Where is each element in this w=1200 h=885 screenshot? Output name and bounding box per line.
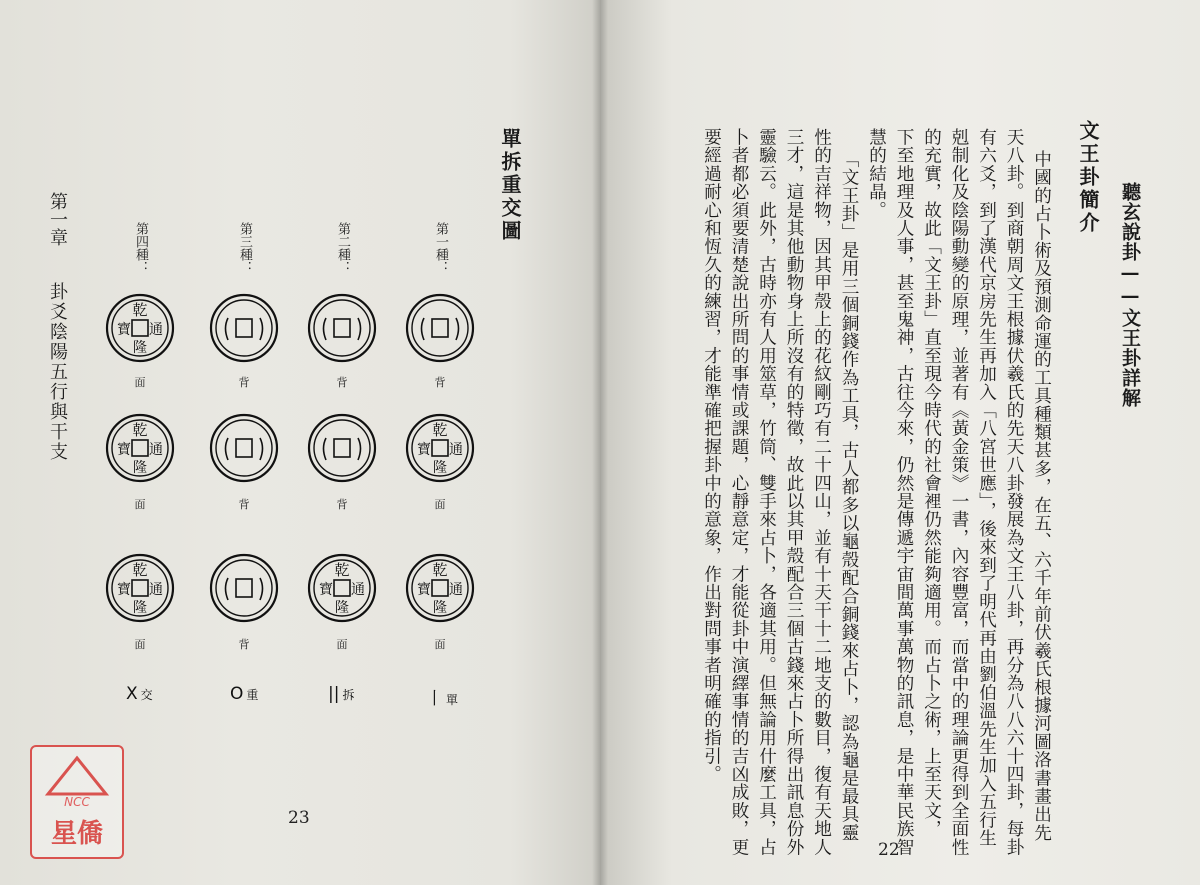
yao-name: 重 [246,688,259,702]
book-gutter [592,0,608,885]
svg-text:寶: 寶 [117,582,131,598]
svg-text:通: 通 [449,442,463,458]
coin-side-label: 背 [336,376,348,389]
svg-text:通: 通 [149,442,163,458]
coin-face-icon [104,412,176,484]
svg-text:通: 通 [351,582,365,598]
svg-text:乾: 乾 [132,421,148,439]
section-title: 文王卦簡介 [1076,120,1100,235]
svg-text:乾: 乾 [132,561,148,579]
body-text-column: 三才，這是其他動物身上所沒有的特徵，故此以其甲殼配合三個古錢來占卜所得出訊息份外 [784,128,805,856]
coin-back-icon [306,412,378,484]
page-number-right: 22 [878,840,900,860]
coin-side-label: 面 [134,498,146,511]
yao-mark [328,684,354,704]
body-text-column: 要經過耐心和恆久的練習，才能準確把握卦中的意象，作出對問事者明確的指引。 [701,128,722,784]
coin-side-label: 背 [238,638,250,651]
yao-mark [230,684,258,704]
svg-text:通: 通 [149,322,163,338]
svg-text:隆: 隆 [133,460,147,476]
coin-side-label: 背 [238,376,250,389]
chapter-title: 卦爻陰陽五行與干支 [47,282,68,462]
coin-type-label: 第二種： [335,222,350,274]
stamp-latin: NCC [64,795,90,809]
coin-back-icon [404,292,476,364]
svg-text:通: 通 [449,582,463,598]
svg-text:隆: 隆 [133,340,147,356]
svg-text:乾: 乾 [132,301,148,319]
right-page [600,0,1200,885]
coin-type-label: 第一種： [433,222,448,274]
svg-text:隆: 隆 [133,600,147,616]
coin-back-icon [208,292,280,364]
body-text-column: 「文王卦」是用三個銅錢作為工具，古人都多以龜殼配合銅錢來占卜，認為龜是最具靈 [839,150,860,842]
coin-face-icon [404,552,476,624]
coin-face-icon [404,412,476,484]
coin-face-icon [104,552,176,624]
coin-type-label: 第三種： [237,222,252,274]
yao-symbol: O [230,684,244,704]
coin-side-label: 背 [336,498,348,511]
svg-text:乾: 乾 [432,561,448,579]
body-text-column: 剋制化及陰陽動變的原理，並著有《黃金策》一書，內容豐富，而當中的理論更得到全面性 [949,128,970,856]
body-text-column: 天八卦。到商朝周文王根據伏羲氏的先天八卦發展為文王八卦，再分為八八六十四卦，每卦 [1004,128,1025,856]
yao-name: 拆 [342,688,355,702]
svg-text:乾: 乾 [432,421,448,439]
triangle-logo-icon [44,755,110,797]
body-text-column: 中國的占卜術及預測命運的工具種類甚多，在五、六千年前伏羲氏根據河圖洛書畫出先 [1031,150,1052,842]
coin-side-label: 面 [134,638,146,651]
svg-text:隆: 隆 [433,460,447,476]
body-text-column: 慧的結晶。 [866,128,887,219]
yao-name: 交 [140,688,153,702]
body-text-column: 的充實，故此「文王卦」直至現今時代的社會裡仍然能夠適用。而占卜之術，上至天文， [921,128,942,838]
coin-face-icon [104,292,176,364]
coin-side-label: 面 [434,498,446,511]
yao-symbol: X [126,684,138,704]
coin-side-label: 背 [434,376,446,389]
book-title: 聽玄說卦——文王卦詳解 [1119,182,1141,408]
coin-side-label: 面 [336,638,348,651]
body-text-column: 性的吉祥物，因其甲殼上的花紋剛巧有二十四山，並有十天干十二地支的數目，復有天地人 [811,128,832,856]
coin-back-icon [208,552,280,624]
svg-text:乾: 乾 [334,561,350,579]
body-text-column: 靈驗云。此外，古時亦有人用筮草，竹筒、雙手來占卜，各適其用。但無論用什麼工具，占 [756,128,777,856]
watermark-stamp [30,745,124,859]
page-number-left: 23 [288,808,310,828]
coin-type-label: 第四種： [133,222,148,274]
svg-text:隆: 隆 [335,600,349,616]
body-text-column: 有六爻，到了漢代京房先生再加入「八宮世應」，後來到了明代再由劉伯溫先生加入五行生 [976,128,997,848]
stamp-chinese: 星僑 [50,819,103,849]
body-text-column: 卜者都必須要清楚說出所問的事情或課題，心靜意定，才能從卦中演繹事情的吉凶成敗，更 [729,128,750,856]
yao-name: 單 [446,693,459,707]
body-text-column: 下至地理及人事，甚至鬼神，古往今來，仍然是傳遞宇宙間萬事萬物的訊息，是中華民族智 [894,128,915,856]
coin-side-label: 面 [434,638,446,651]
yao-symbol: || [328,684,340,704]
svg-text:寶: 寶 [117,442,131,458]
chapter-label: 第一章 [47,192,68,246]
coin-face-icon [306,552,378,624]
yao-symbol: 丨 [426,689,443,709]
svg-text:寶: 寶 [117,322,131,338]
coin-side-label: 背 [238,498,250,511]
yao-mark [426,684,458,709]
yao-mark [126,684,153,704]
svg-text:寶: 寶 [417,442,431,458]
svg-text:通: 通 [149,582,163,598]
coin-back-icon [306,292,378,364]
diagram-heading: 單拆重交圖 [498,128,522,243]
coin-back-icon [208,412,280,484]
svg-text:寶: 寶 [417,582,431,598]
coin-side-label: 面 [134,376,146,389]
svg-text:隆: 隆 [433,600,447,616]
svg-text:寶: 寶 [319,582,333,598]
